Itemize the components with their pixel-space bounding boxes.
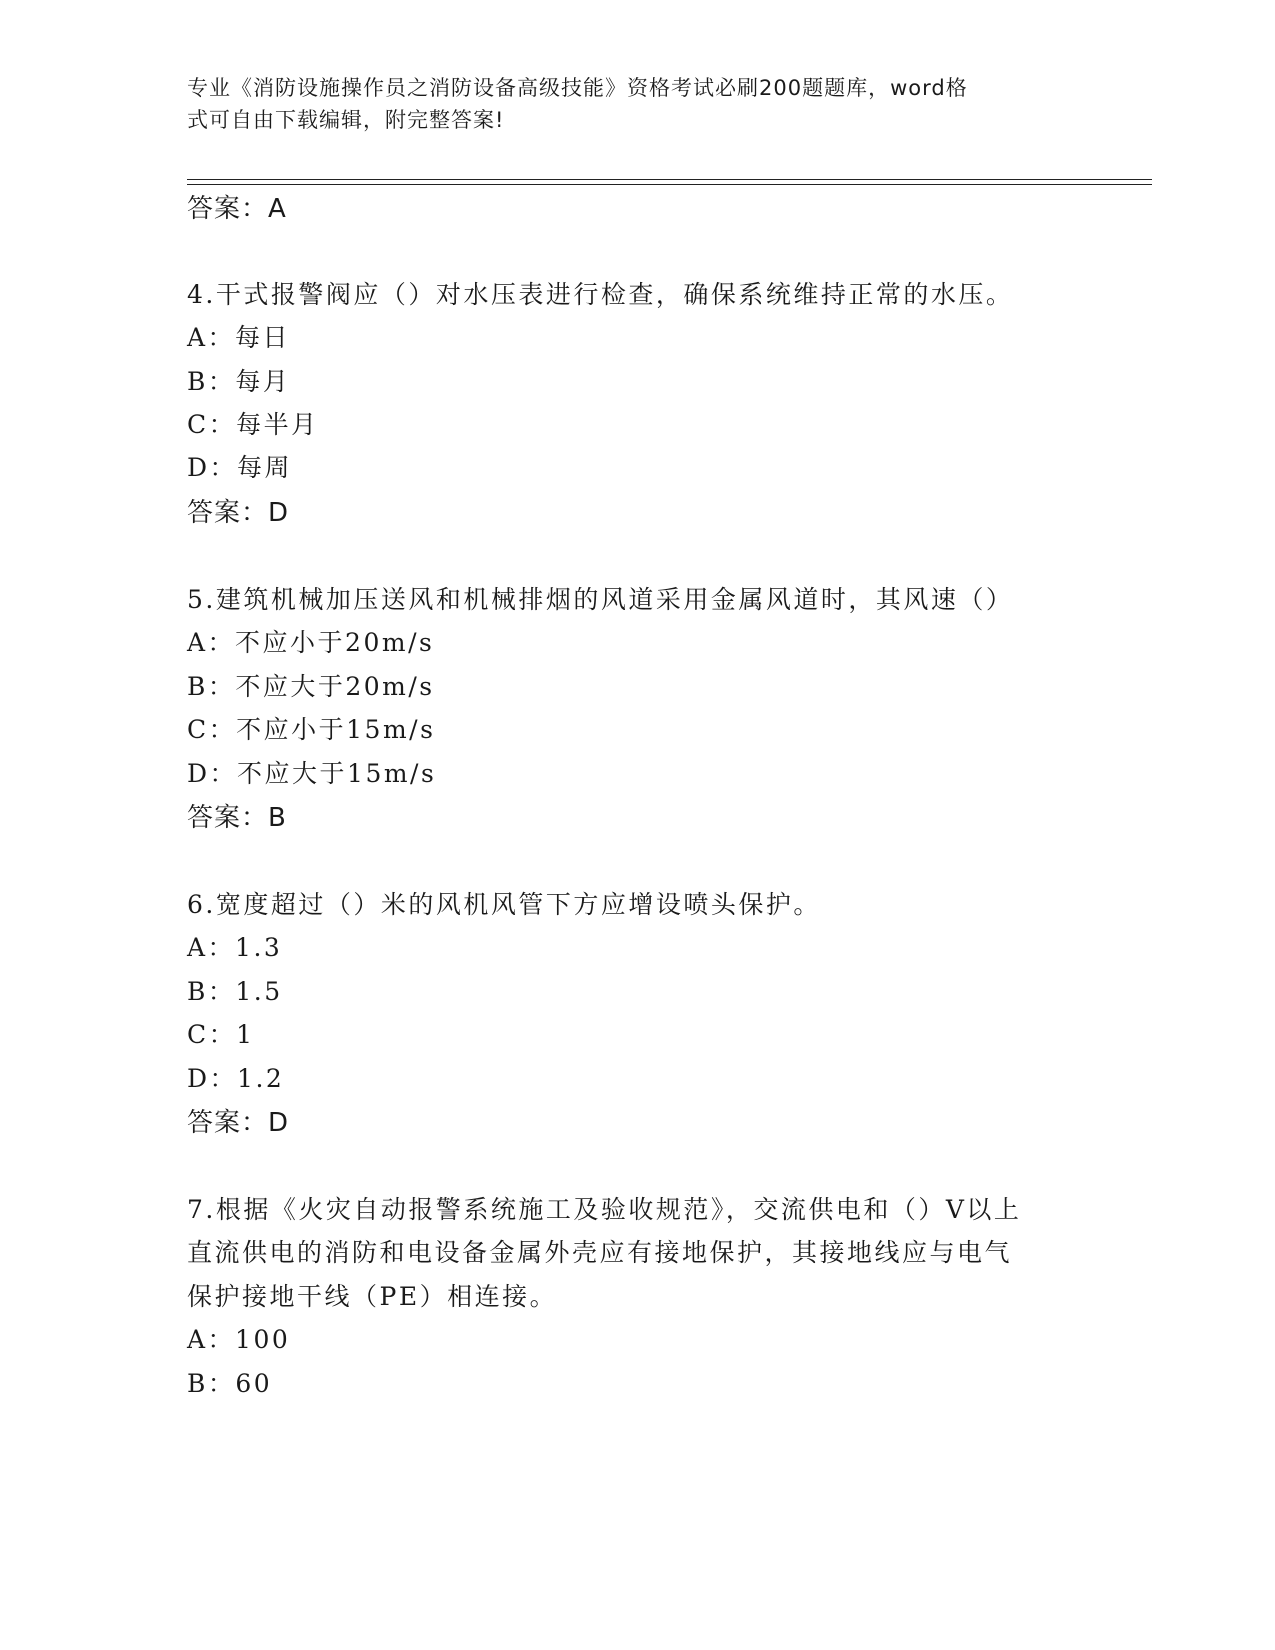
question-5-answer: 答案：B bbox=[187, 803, 287, 833]
question-4-option-b: B：每月 bbox=[187, 367, 291, 396]
header-line-1: 专业《消防设施操作员之消防设备高级技能》资格考试必刷200题题库，word格 bbox=[187, 76, 968, 100]
question-7-option-b: B：60 bbox=[187, 1369, 273, 1398]
question-5-stem: 5.建筑机械加压送风和机械排烟的风道采用金属风道时，其风速（） bbox=[187, 585, 1014, 614]
question-4-answer: 答案：D bbox=[187, 498, 290, 528]
header-divider-top bbox=[187, 179, 1152, 180]
question-4-option-a: A：每日 bbox=[187, 323, 291, 352]
question-6-option-d: D：1.2 bbox=[187, 1064, 285, 1093]
question-4-option-d: D：每周 bbox=[187, 453, 293, 482]
question-4-option-c: C：每半月 bbox=[187, 410, 319, 439]
question-6-answer: 答案：D bbox=[187, 1108, 290, 1138]
question-6-option-b: B：1.5 bbox=[187, 977, 283, 1006]
question-5-option-b: B：不应大于20m/s bbox=[187, 672, 435, 701]
question-6-option-c: C：1 bbox=[187, 1020, 255, 1049]
header-divider-bottom bbox=[187, 184, 1152, 185]
question-7-stem-line-2: 直流供电的消防和电设备金属外壳应有接地保护，其接地线应与电气 bbox=[187, 1238, 1013, 1267]
question-4-stem: 4.干式报警阀应（）对水压表进行检查，确保系统维持正常的水压。 bbox=[187, 280, 1014, 309]
question-7-stem-line-3: 保护接地干线（PE）相连接。 bbox=[187, 1282, 558, 1311]
question-5-option-c: C：不应小于15m/s bbox=[187, 715, 436, 744]
document-header bbox=[187, 72, 1067, 136]
previous-answer: 答案：A bbox=[187, 194, 287, 224]
question-7-stem-line-1: 7.根据《火灾自动报警系统施工及验收规范》，交流供电和（）V以上 bbox=[187, 1195, 1022, 1224]
question-5-option-d: D：不应大于15m/s bbox=[187, 759, 437, 788]
question-6-stem: 6.宽度超过（）米的风机风管下方应增设喷头保护。 bbox=[187, 890, 821, 919]
question-6-option-a: A：1.3 bbox=[187, 933, 283, 962]
question-7-option-a: A：100 bbox=[187, 1325, 291, 1354]
header-line-2: 式可自由下载编辑，附完整答案! bbox=[187, 108, 505, 132]
question-5-option-a: A：不应小于20m/s bbox=[187, 628, 435, 657]
